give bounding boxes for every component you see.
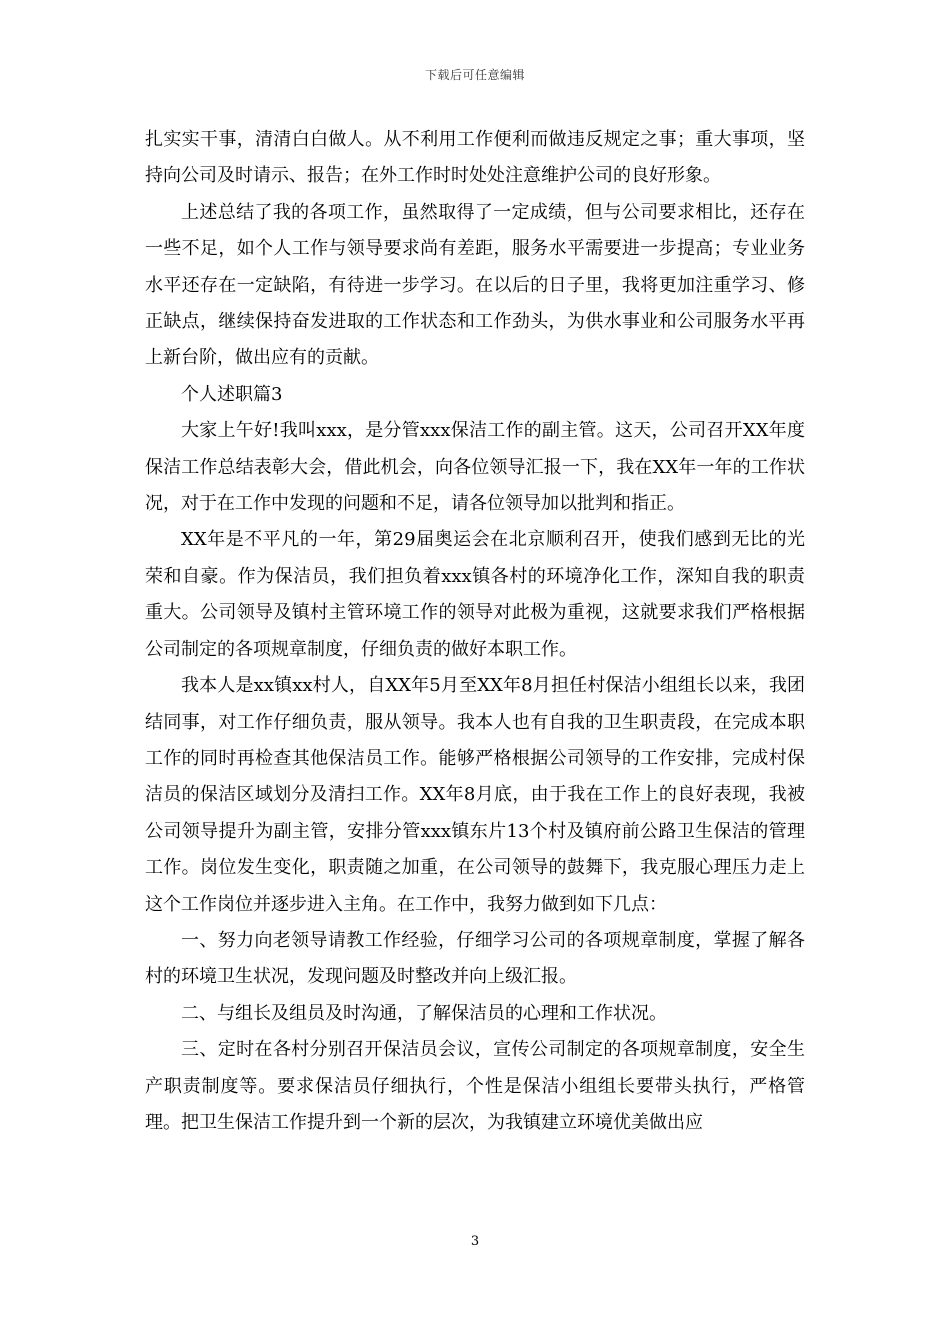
document-body [145, 122, 805, 1141]
page-number: 3 [470, 1234, 480, 1249]
paragraph-background: 我本人是xx镇xx村人，自XX年5月至XX年8月担任村保洁小组组长以来，我团结同事，对工作仔细负责，服从领导。我本人也有自我的卫生职责段，在完成本职工作的同时再检查其他保洁员工作。能够严格根据公司领导的工作安排，完成村保洁员的保洁区域划分及清扫工作。XX年8月底，由于我在工作上的良好表现，我被公司领导提升为副主管，安排分管xxx镇东片13个村及镇府前公路卫生保洁的管理工作。岗位发生变化，职责随之加重，在公司领导的鼓舞下，我克服心理压力走上这个工作岗位并逐步进入主角。在工作中，我努力做到如下几点： [145, 675, 805, 915]
section-heading: 个人述职篇3 [181, 383, 283, 405]
page-header: 下载后可任意编辑 [424, 68, 525, 82]
paragraph-olympics: XX年是不平凡的一年，第29届奥运会在北京顺利召开，使我们感到无比的光荣和自豪。作为保洁员，我们担负着xxx镇各村的环境净化工作，深知自我的职责重大。公司领导及镇村主管环境工作的领导对此极为重视，这就要求我们严格根据公司制定的各项规章制度，仔细负责的做好本职工作。 [145, 529, 805, 660]
paragraph-point-one: 一、努力向老领导请教工作经验，仔细学习公司的各项规章制度，掌握了解各村的环境卫生状况，发现问题及时整改并向上级汇报。 [145, 929, 805, 988]
paragraph-continuation: 扎实实干事，清清白白做人。从不利用工作便利而做违反规定之事；重大事项，坚持向公司及时请示、报告；在外工作时时处处注意维护公司的良好形象。 [145, 129, 805, 187]
paragraph-summary: 上述总结了我的各项工作，虽然取得了一定成绩，但与公司要求相比，还存在一些不足，如个人工作与领导要求尚有差距，服务水平需要进一步提高；专业业务水平还存在一定缺陷，有待进一步学习。在以后的日子里，我将更加注重学习、修正缺点，继续保持奋发进取的工作状态和工作劲头，为供水事业和公司服务水平再上新台阶，做出应有的贡献。 [145, 201, 805, 369]
paragraph-point-three: 三、定时在各村分别召开保洁员会议，宣传公司制定的各项规章制度，安全生产职责制度等。要求保洁员仔细执行，个性是保洁小组组长要带头执行，严格管理。把卫生保洁工作提升到一个新的层次，为我镇建立环境优美做出应 [145, 1039, 805, 1133]
paragraph-point-two: 二、与组长及组员及时沟通，了解保洁员的心理和工作状况。 [181, 1002, 667, 1024]
paragraph-greeting: 大家上午好!我叫xxx，是分管xxx保洁工作的副主管。这天，公司召开XX年度保洁工作总结表彰大会，借此机会，向各位领导汇报一下，我在XX年一年的工作状况，对于在工作中发现的问题和不足，请各位领导加以批判和指正。 [145, 420, 805, 515]
